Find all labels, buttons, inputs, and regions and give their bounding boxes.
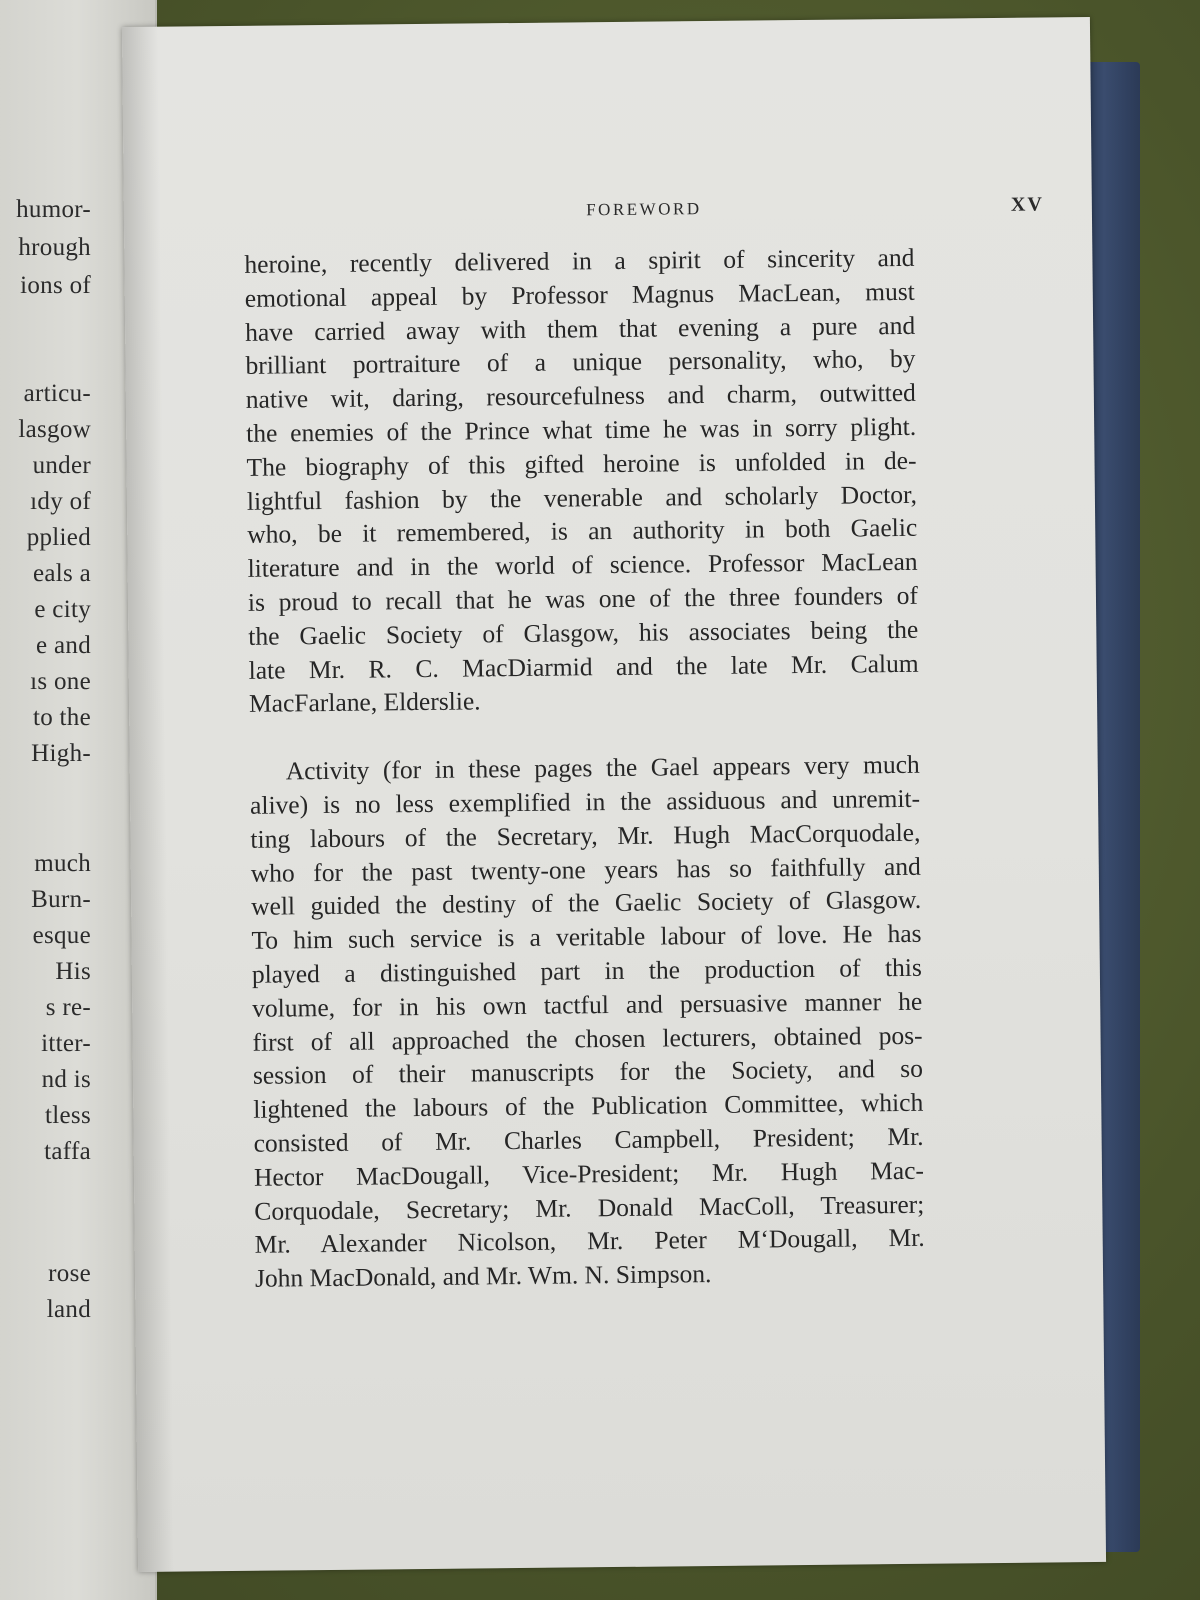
text-line: lightened the labours of the Publication Committee, which: [253, 1087, 924, 1124]
text-line: emotional appeal by Professor Magnus MacLean, must: [244, 276, 915, 313]
left-page-line: hrough: [18, 234, 91, 261]
text-line: MacFarlane, Elderslie.: [248, 686, 481, 719]
left-page-line: ions of: [20, 272, 91, 299]
text-line: session of their manuscripts for the Society, and so: [252, 1054, 924, 1091]
left-page-line: much: [34, 850, 91, 877]
left-page-line: under: [32, 452, 91, 479]
left-page-line: e city: [34, 596, 91, 623]
text-line: alive) is no less exemplified in the assiduous and unremit-: [249, 783, 921, 820]
left-page-line: taffa: [44, 1138, 91, 1165]
left-page-line: land: [46, 1296, 91, 1323]
left-page-line: His: [55, 958, 91, 985]
text-line: have carried away with them that evening a pure and: [244, 310, 916, 347]
left-page-line: ıdy of: [30, 488, 91, 515]
left-page-line: High-: [31, 740, 91, 767]
left-page-line: eals a: [32, 560, 91, 587]
page-number: XV: [1010, 193, 1044, 216]
text-line: brilliant portraiture of a unique personality, who, by: [245, 344, 916, 381]
text-line: who for the past twenty-one years has so faithfully and: [250, 851, 921, 888]
text-line: volume, for in his own tactful and persuasive manner he: [252, 986, 923, 1023]
text-line: the enemies of the Prince what time he was in sorry plight.: [246, 411, 917, 448]
text-line: native wit, daring, resourcefulness and charm, outwitted: [245, 378, 916, 415]
paragraph-2: [250, 748, 926, 1296]
paragraph-1: [244, 241, 919, 721]
left-page-line: Burn-: [31, 886, 91, 913]
text-line: the Gaelic Society of Glasgow, his associates being the: [248, 614, 919, 651]
text-line: Corquodale, Secretary; Mr. Donald MacColl, Treasurer;: [254, 1189, 925, 1226]
text-line: late Mr. R. C. MacDiarmid and the late Mr. Calum: [248, 648, 919, 685]
running-head: [244, 195, 1044, 233]
text-line: well guided the destiny of the Gaelic Society of Glasgow.: [251, 885, 922, 922]
left-page-line: esque: [32, 922, 91, 949]
right-page: [122, 17, 1106, 1572]
left-page-line: to the: [32, 704, 91, 731]
text-line: Activity (for in these pages the Gael appears very much: [285, 749, 920, 786]
text-line: Mr. Alexander Nicolson, Mr. Peter M‘Dougall, Mr.: [254, 1223, 925, 1260]
left-page-line: s re-: [45, 994, 91, 1021]
left-page-line: humor-: [16, 196, 91, 223]
running-head-title: FOREWORD: [586, 199, 702, 220]
left-page-line: itter-: [41, 1030, 91, 1057]
text-line: first of all approached the chosen lecturers, obtained pos-: [252, 1020, 923, 1057]
text-line: consisted of Mr. Charles Campbell, President; Mr.: [253, 1121, 924, 1158]
text-line: ting labours of the Secretary, Mr. Hugh MacCorquodale,: [250, 817, 921, 854]
left-page-line: e and: [36, 632, 91, 659]
text-line: John MacDonald, and Mr. Wm. N. Simpson.: [254, 1259, 712, 1293]
left-page-line: nd is: [41, 1066, 91, 1093]
text-line: who, be it remembered, is an authority in both Gaelic: [247, 513, 918, 550]
text-line: heroine, recently delivered in a spirit of sincerity and: [244, 242, 915, 279]
left-page-line: articu-: [23, 380, 91, 407]
left-page-line: lasgow: [18, 416, 91, 443]
text-line: is proud to recall that he was one of the three founders of: [247, 580, 919, 617]
text-line: lightful fashion by the venerable and scholarly Doctor,: [246, 479, 918, 516]
text-line: played a distinguished part in the production of this: [251, 952, 922, 989]
left-page-line: tless: [45, 1102, 91, 1129]
text-line: Hector MacDougall, Vice-President; Mr. Hugh Mac-: [253, 1155, 925, 1192]
text-line: literature and in the world of science. Professor MacLean: [247, 546, 918, 583]
text-line: The biography of this gifted heroine is unfolded in de-: [246, 445, 917, 482]
left-page-line: pplied: [26, 524, 91, 551]
text-line: To him such service is a veritable labour of love. He has: [251, 918, 922, 955]
left-page-line: rose: [48, 1260, 91, 1287]
body-text: [244, 241, 925, 1296]
left-page-line: ıs one: [30, 668, 91, 695]
